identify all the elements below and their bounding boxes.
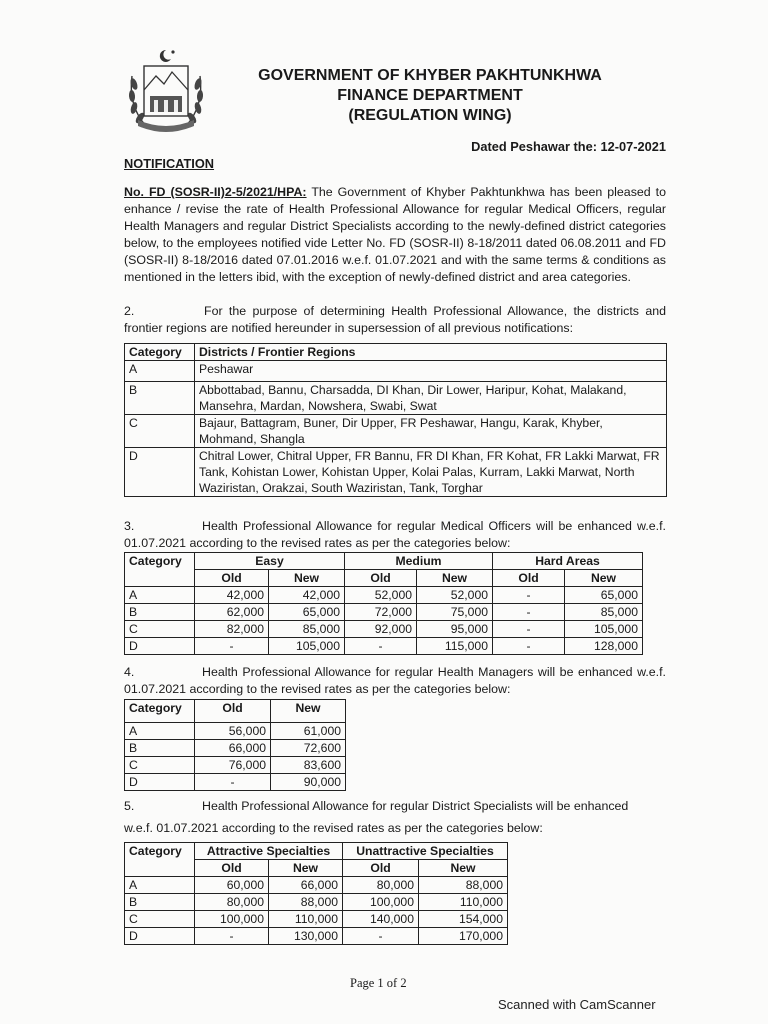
mo-category: C: [125, 621, 195, 638]
hm-header-old: Old: [195, 700, 271, 723]
ds-value: 66,000: [269, 877, 343, 894]
camscanner-watermark: Scanned with CamScanner: [498, 997, 656, 1012]
ds-category: C: [125, 911, 195, 928]
district-regions: Bajaur, Battagram, Buner, Dir Upper, FR Peshawar, Hangu, Karak, Khyber, Mohmand, Shangla: [195, 415, 667, 448]
mo-category: A: [125, 587, 195, 604]
table-row: [125, 638, 643, 655]
hm-new: 61,000: [271, 723, 346, 740]
paragraph-3: [124, 518, 666, 552]
ds-value: 60,000: [195, 877, 269, 894]
paragraph-5: [124, 798, 666, 815]
paragraph-5-line-1: Health Professional Allowance for regular District Specialists will be enhanced: [202, 799, 629, 813]
ds-value: 110,000: [419, 894, 508, 911]
mo-value: 72,000: [345, 604, 417, 621]
mo-value: 42,000: [195, 587, 269, 604]
mo-value: -: [493, 604, 565, 621]
mo-value: -: [493, 621, 565, 638]
table-row: [125, 740, 346, 757]
district-specialists-table: [124, 842, 508, 945]
wing-title: (REGULATION WING): [348, 107, 512, 124]
hm-new: 90,000: [271, 774, 346, 791]
ds-header-old: Old: [343, 860, 419, 877]
paragraph-2: [124, 303, 666, 337]
districts-header-regions: Districts / Frontier Regions: [195, 344, 667, 361]
mo-header-category: Category: [125, 553, 195, 587]
paragraph-3-number: 3.: [124, 519, 135, 533]
mo-value: 85,000: [269, 621, 345, 638]
paragraph-1-text: The Government of Khyber Pakhtunkhwa has been pleased to enhance / revise the rate of Health Professional Allowance for regular Medical Officers, regular Health Managers and regular District Specialists according to the newly-defined district categories below, to the employees notified vide Letter No. FD (SOSR-II) 8-18/2011 dated 06.08.2011 and FD (SOSR-II) 8-18/2016 dated 07.01.2016 w.e.f. 01.07.2021 and with the same terms & conditions as mentioned in the letters ibid, with the exception of newly-defined district and area categories.: [124, 185, 666, 284]
ds-value: 100,000: [195, 911, 269, 928]
ds-header-new: New: [269, 860, 343, 877]
ds-category: D: [125, 928, 195, 945]
mo-value: -: [493, 587, 565, 604]
mo-value: 115,000: [417, 638, 493, 655]
mo-header-new: New: [565, 570, 643, 587]
ds-value: 100,000: [343, 894, 419, 911]
mo-value: 65,000: [269, 604, 345, 621]
hm-old: -: [195, 774, 271, 791]
mo-value: 65,000: [565, 587, 643, 604]
hm-category: D: [125, 774, 195, 791]
paragraph-4-text: Health Professional Allowance for regular Health Managers will be enhanced w.e.f. 01.07.2021 according to the revised rates as per the categories below:: [124, 665, 666, 696]
table-row: [125, 621, 643, 638]
mo-value: 82,000: [195, 621, 269, 638]
ds-value: 88,000: [269, 894, 343, 911]
mo-value: 128,000: [565, 638, 643, 655]
hm-header-category: Category: [125, 700, 195, 723]
mo-value: 85,000: [565, 604, 643, 621]
district-category: D: [125, 448, 195, 497]
district-regions: Abbottabad, Bannu, Charsadda, DI Khan, Dir Lower, Haripur, Kohat, Malakand, Mansehra, Mardan, Nowshera, Swabi, Swat: [195, 382, 667, 415]
mo-value: 95,000: [417, 621, 493, 638]
table-row: [125, 415, 667, 448]
hm-category: B: [125, 740, 195, 757]
table-row: [125, 448, 667, 497]
ds-value: 140,000: [343, 911, 419, 928]
kp-government-emblem: [120, 46, 212, 138]
paragraph-5-number: 5.: [124, 799, 135, 813]
mo-value: 105,000: [565, 621, 643, 638]
district-category: A: [125, 361, 195, 382]
mo-value: -: [493, 638, 565, 655]
mo-category: B: [125, 604, 195, 621]
table-row: [125, 774, 346, 791]
paragraph-3-text: Health Professional Allowance for regular Medical Officers will be enhanced w.e.f. 01.07.2021 according to the revised rates as per the categories below:: [124, 519, 666, 550]
paragraph-1: [124, 184, 666, 286]
ds-header-new: New: [419, 860, 508, 877]
ds-value: -: [343, 928, 419, 945]
page-number: Page 1 of 2: [350, 976, 407, 990]
mo-header-new: New: [269, 570, 345, 587]
table-row: [125, 894, 508, 911]
mo-value: -: [345, 638, 417, 655]
hm-new: 72,600: [271, 740, 346, 757]
hm-old: 66,000: [195, 740, 271, 757]
table-row: [125, 911, 508, 928]
hm-old: 56,000: [195, 723, 271, 740]
ds-category: A: [125, 877, 195, 894]
mo-header-old: Old: [345, 570, 417, 587]
ds-value: 130,000: [269, 928, 343, 945]
paragraph-4-number: 4.: [124, 665, 135, 679]
ds-header-attractive: Attractive Specialties: [195, 843, 343, 860]
paragraph-5-line-2: w.e.f. 01.07.2021 according to the revised rates as per the categories below:: [124, 821, 543, 835]
hm-old: 76,000: [195, 757, 271, 774]
health-managers-table: [124, 699, 346, 791]
department-title: FINANCE DEPARTMENT: [337, 87, 523, 104]
hm-category: C: [125, 757, 195, 774]
ds-value: 110,000: [269, 911, 343, 928]
hm-category: A: [125, 723, 195, 740]
ds-value: -: [195, 928, 269, 945]
mo-value: 52,000: [417, 587, 493, 604]
notification-reference: No. FD (SOSR-II)2-5/2021/HPA:: [124, 185, 307, 199]
ds-value: 88,000: [419, 877, 508, 894]
table-row: [125, 757, 346, 774]
district-category: B: [125, 382, 195, 415]
ds-category: B: [125, 894, 195, 911]
ds-value: 80,000: [343, 877, 419, 894]
hm-new: 83,600: [271, 757, 346, 774]
paragraph-2-text: For the purpose of determining Health Professional Allowance, the districts and frontier regions are notified hereunder in supersession of all previous notifications:: [124, 304, 666, 335]
table-row: [125, 604, 643, 621]
mo-header-hard-areas: Hard Areas: [493, 553, 643, 570]
hm-header-new: New: [271, 700, 346, 723]
ds-header-unattractive: Unattractive Specialties: [343, 843, 508, 860]
medical-officers-table: [124, 552, 643, 655]
mo-value: 52,000: [345, 587, 417, 604]
table-row: [125, 877, 508, 894]
mo-header-medium: Medium: [345, 553, 493, 570]
ds-value: 170,000: [419, 928, 508, 945]
table-row: [125, 382, 667, 415]
mo-value: -: [195, 638, 269, 655]
district-category: C: [125, 415, 195, 448]
dated-line: Dated Peshawar the: 12-07-2021: [471, 139, 666, 154]
table-row: [125, 928, 508, 945]
mo-value: 105,000: [269, 638, 345, 655]
mo-header-old: Old: [493, 570, 565, 587]
mo-header-old: Old: [195, 570, 269, 587]
paragraph-2-number: 2.: [124, 304, 135, 318]
government-title: GOVERNMENT OF KHYBER PAKHTUNKHWA: [258, 67, 602, 84]
mo-value: 92,000: [345, 621, 417, 638]
notification-heading: NOTIFICATION: [124, 156, 215, 171]
ds-header-category: Category: [125, 843, 195, 877]
mo-value: 42,000: [269, 587, 345, 604]
ds-header-old: Old: [195, 860, 269, 877]
ds-value: 154,000: [419, 911, 508, 928]
district-regions: Chitral Lower, Chitral Upper, FR Bannu, FR DI Khan, FR Kohat, FR Lakki Marwat, FR Tank, Kohistan Lower, Kohistan Upper, Kolai Palas, Kurram, Lakki Marwat, North Waziristan, Orakzai, South Waziristan, Tank, Torghar: [195, 448, 667, 497]
mo-value: 75,000: [417, 604, 493, 621]
ds-value: 80,000: [195, 894, 269, 911]
districts-table: [124, 343, 667, 497]
mo-value: 62,000: [195, 604, 269, 621]
districts-header-category: Category: [125, 344, 195, 361]
table-row: [125, 723, 346, 740]
paragraph-4: [124, 664, 666, 698]
district-regions: Peshawar: [195, 361, 667, 382]
table-row: [125, 361, 667, 382]
mo-header-new: New: [417, 570, 493, 587]
mo-header-easy: Easy: [195, 553, 345, 570]
mo-category: D: [125, 638, 195, 655]
table-row: [125, 587, 643, 604]
